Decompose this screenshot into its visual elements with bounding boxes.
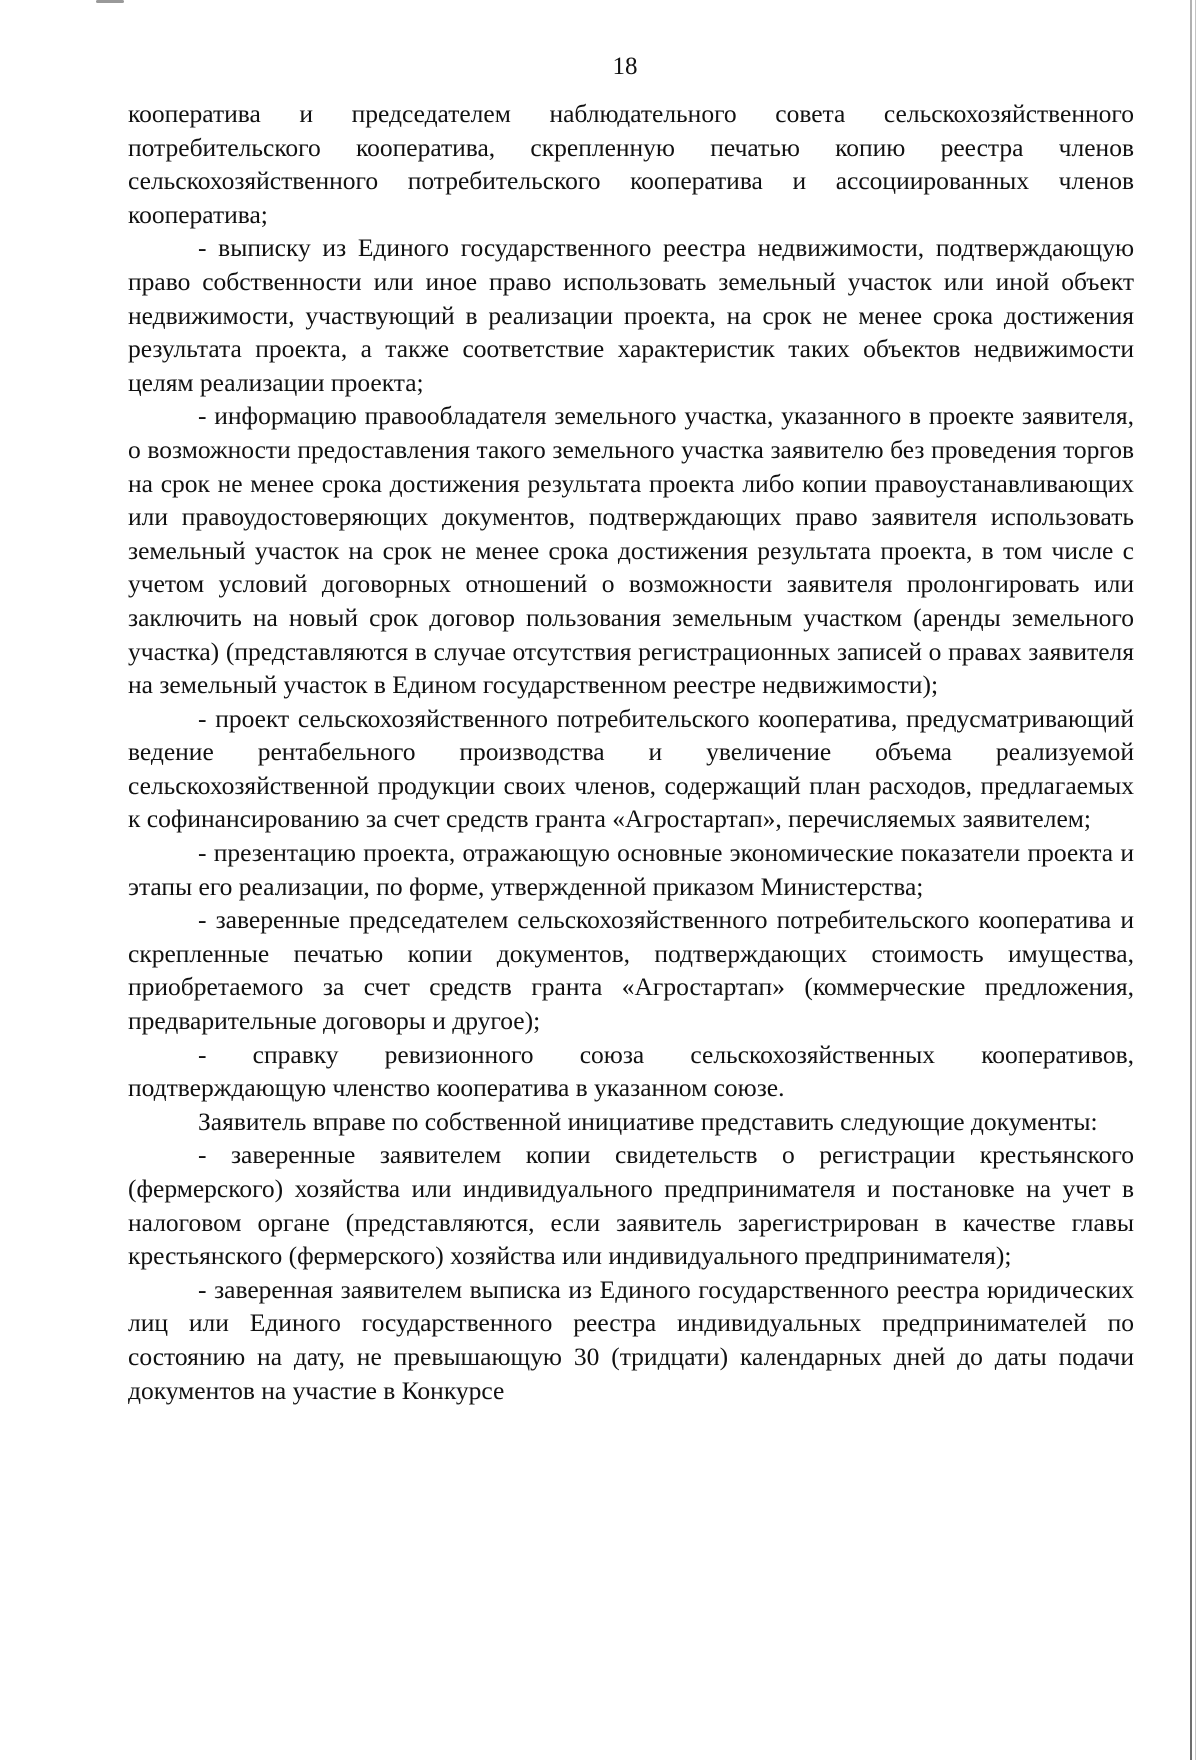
paragraph-land-info: - информацию правообладателя земельного участка, указанного в проекте заявителя, о возможности предоставления такого земельного участка заявителю без проведения торгов на срок не менее срока достижения результата проекта либо копии правоустанавливающих или правоудостоверяющих документов, подтверждающих право заявителя использовать земельный участок на срок не менее срока достижения результата проекта, в том числе с учетом условий договорных отношений о возможности заявителя пролонгировать или заключить на новый срок договор пользования земельным участком (аренды земельного участка) (представляются в случае отсутствия регистрационных записей о правах заявителя на земельный участок в Едином государственном реестре недвижимости); bbox=[128, 401, 1134, 700]
scan-artifact-mark bbox=[96, 0, 124, 3]
paragraph-audit-union: - справку ревизионного союза сельскохозяйственных кооперативов, подтверждающую членство кооператива в указанном союзе. bbox=[128, 1039, 1134, 1103]
paragraph-egrn-extract: - выписку из Единого государственного реестра недвижимости, подтверждающую право собственности или иное право использовать земельный участок или иной объект недвижимости, участвующий в реализации проекта, на срок не менее срока достижения результата проекта, а также соответствие характеристик таких объектов недвижимости целям реализации проекта; bbox=[128, 233, 1134, 397]
paragraph-egrul-extract: - заверенная заявителем выписка из Единого государственного реестра юридических лиц или Единого государственного реестра индивидуальных предпринимателей по состоянию на дату, не превышающую 30 (тридцати) календарных дней до даты подачи документов на участие в Конкурсе bbox=[128, 1274, 1134, 1405]
scan-edge-shadow bbox=[1190, 0, 1192, 1760]
document-body bbox=[128, 97, 1134, 1407]
paragraph-registration-certs: - заверенные заявителем копии свидетельств о регистрации крестьянского (фермерского) хозяйства или индивидуального предпринимателя и постановке на учет в налоговом органе (представляются, если заявитель зарегистрирован в качестве главы крестьянского (фермерского) хозяйства или индивидуального предпринимателя); bbox=[128, 1140, 1134, 1271]
page-number: 18 bbox=[612, 53, 638, 80]
paragraph-continuation: кооператива и председателем наблюдательного совета сельскохозяйственного потребительского кооператива, скрепленную печатью копию реестра членов сельскохозяйственного потребительского кооператива и ассоциированных членов кооператива; bbox=[128, 99, 1134, 229]
paragraph-coop-project: - проект сельскохозяйственного потребительского кооператива, предусматривающий ведение рентабельного производства и увеличение объема реализуемой сельскохозяйственной продукции своих членов, содержащий план расходов, предлагаемых к софинансированию за счет средств гранта «Агростартап», перечисляемых заявителем; bbox=[128, 703, 1134, 834]
scan-edge-line bbox=[1195, 0, 1196, 1760]
paragraph-presentation: - презентацию проекта, отражающую основные экономические показатели проекта и этапы его реализации, по форме, утвержденной приказом Министерства; bbox=[128, 838, 1134, 901]
paragraph-property-docs: - заверенные председателем сельскохозяйственного потребительского кооператива и скрепленные печатью копии документов, подтверждающих стоимость имущества, приобретаемого за счет средств гранта «Агростартап» (коммерческие предложения, предварительные договоры и другое); bbox=[128, 905, 1134, 1036]
paragraph-optional-docs: Заявитель вправе по собственной инициативе представить следующие документы: bbox=[198, 1106, 1098, 1136]
